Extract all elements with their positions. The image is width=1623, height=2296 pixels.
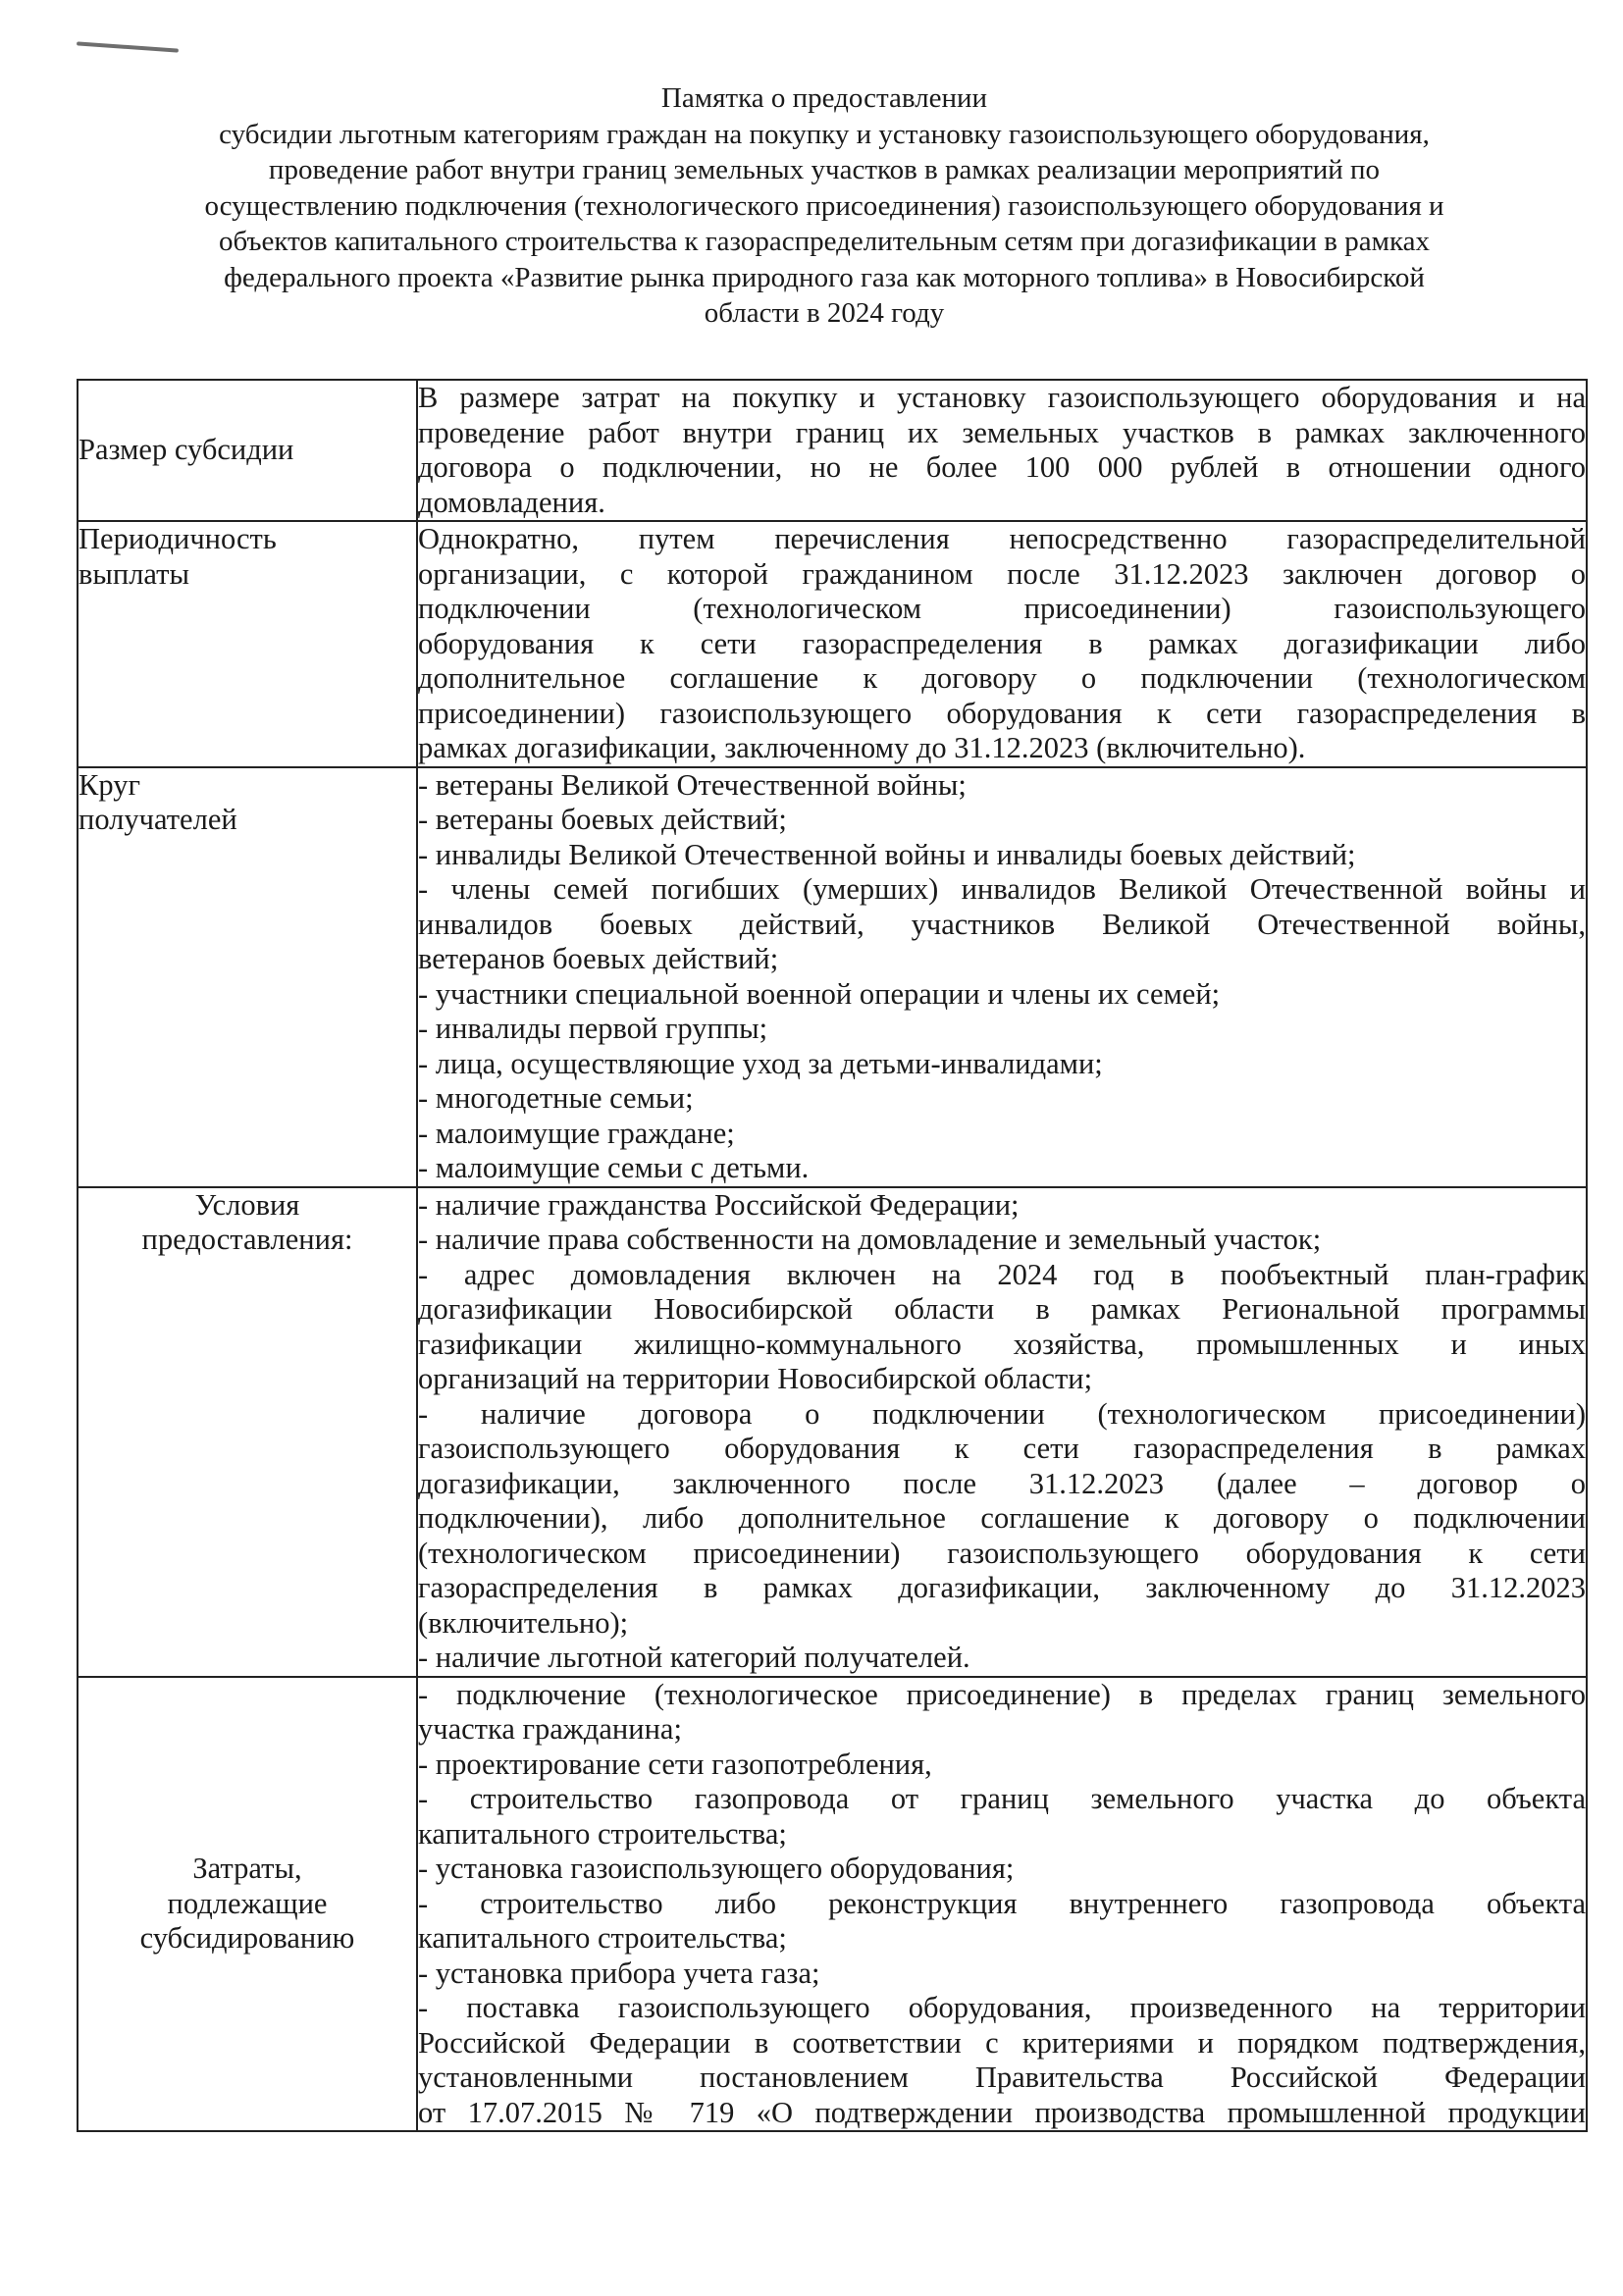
content-line: дополнительное соглашение к договору о подключении (технологическом [418, 661, 1586, 695]
content-line: организации, с которой гражданином после 31.12.2023 заключен договор о [418, 556, 1586, 591]
content-line: догазификации, заключенного после 31.12.2023 (далее – договор о [418, 1466, 1586, 1500]
content-line: проведение работ внутри границ их земельных участков в рамках заключенного [418, 415, 1586, 449]
row-label: Размер субсидии [79, 433, 294, 467]
row-label: Условия [194, 1187, 300, 1222]
title-line: проведение работ внутри границ земельных участков в рамках реализации мероприятий по [268, 154, 1381, 185]
content-line: рамках догазификации, заключенному до 31.12.2023 (включительно). [418, 731, 1306, 764]
content-line: - наличие льготной категорий получателей. [418, 1641, 970, 1674]
content-line: - подключение (технологическое присоединение) в пределах границ земельного [418, 1677, 1586, 1711]
row-content-cell [417, 521, 1587, 767]
row-label: выплаты [79, 556, 190, 591]
content-line: В размере затрат на покупку и установку газоиспользующего оборудования и на [418, 381, 1586, 414]
row-content-cell [417, 380, 1587, 521]
row-label: Периодичность [79, 522, 277, 555]
table-row-payment-frequency [78, 521, 1587, 767]
content-line: газификации жилищно-коммунального хозяйства, промышленных и иных [418, 1327, 1586, 1361]
content-line: - лица, осуществляющие уход за детьми-инвалидами; [418, 1046, 1103, 1080]
content-line: газораспределения в рамках догазификации, заключенному до 31.12.2023 [418, 1571, 1586, 1604]
subsidy-info-table [77, 379, 1588, 2132]
table-row-subsidized-costs [78, 1677, 1587, 2132]
row-content-cell [417, 767, 1587, 1187]
content-line: - установка прибора учета газа; [418, 1956, 820, 1990]
content-line: подключении), либо дополнительное соглашение к договору о подключении [418, 1501, 1586, 1535]
content-line: инвалидов боевых действий, участников Великой Отечественной войны, [418, 907, 1586, 941]
content-line: - строительство газопровода от границ земельного участка до объекта [418, 1782, 1586, 1815]
content-line: капитального строительства; [418, 1816, 787, 1851]
content-line: - проектирование сети газопотребления, [418, 1747, 932, 1781]
content-line: догазификации Новосибирской области в рамках Региональной программы [418, 1292, 1586, 1326]
content-line: участка гражданина; [418, 1712, 682, 1746]
content-line: организаций на территории Новосибирской области; [418, 1362, 1093, 1395]
content-line: домовладения. [418, 485, 605, 519]
content-line: - малоимущие граждане; [418, 1116, 735, 1150]
title-line: области в 2024 году [704, 297, 945, 329]
row-label-cell [78, 1187, 417, 1677]
table-row-subsidy-size [78, 380, 1587, 521]
content-line: - ветераны Великой Отечественной войны; [418, 767, 967, 802]
content-line: - участники специальной военной операции и члены их семей; [418, 976, 1221, 1011]
row-label: получателей [79, 803, 237, 836]
content-line: (включительно); [418, 1605, 629, 1640]
row-label-cell [78, 1677, 417, 2132]
content-line: - наличие договора о подключении (технологическом присоединении) [418, 1396, 1586, 1431]
content-line: - многодетные семьи; [418, 1081, 694, 1115]
content-line: газоиспользующего оборудования к сети газораспределения в рамках [418, 1432, 1586, 1465]
content-line: ветеранов боевых действий; [418, 942, 779, 975]
content-line: установленными постановлением Правительства Российской Федерации [418, 2061, 1586, 2094]
row-label-cell [78, 767, 417, 1187]
row-label-cell [78, 521, 417, 767]
title-line: субсидии льготным категориям граждан на покупку и установку газоиспользующего оборудования, [219, 118, 1430, 150]
content-line: присоединении) газоиспользующего оборудования к сети газораспределения в [418, 696, 1586, 730]
content-line: - строительство либо реконструкция внутреннего газопровода объекта [418, 1886, 1586, 1920]
content-line: (технологическом присоединении) газоиспользующего оборудования к сети [418, 1536, 1586, 1570]
content-line: подключении (технологическом присоединении) газоиспользующего [418, 592, 1586, 625]
row-label: подлежащие [167, 1886, 328, 1920]
content-line: - наличие права собственности на домовладение и земельный участок; [418, 1223, 1322, 1256]
row-label: Круг [79, 767, 140, 802]
row-content-cell [417, 1677, 1587, 2132]
row-content-cell [417, 1187, 1587, 1677]
content-line: - инвалиды первой группы; [418, 1012, 768, 1045]
row-label: предоставления: [141, 1223, 353, 1256]
content-line: - ветераны боевых действий; [418, 803, 787, 836]
row-label-cell [78, 380, 417, 521]
title-line: объектов капитального строительства к газораспределительным сетям при догазификации в рамках [218, 226, 1430, 257]
content-line: - поставка газоиспользующего оборудования, произведенного на территории [418, 1991, 1586, 2024]
content-line: - малоимущие семьи с детьми. [418, 1151, 810, 1184]
content-line: - наличие гражданства Российской Федерации; [418, 1187, 1020, 1222]
content-line: - адрес домовладения включен на 2024 год в пообъектный план-график [418, 1257, 1586, 1291]
content-line: капитального строительства; [418, 1921, 787, 1955]
title-line: Памятка о предоставлении [660, 82, 988, 114]
row-label: Затраты, [192, 1852, 302, 1885]
content-line: - установка газоиспользующего оборудования; [418, 1852, 1015, 1885]
content-line: от 17.07.2015 № 719 «О подтверждении производства промышленной продукции [418, 2095, 1586, 2129]
content-line: - члены семей погибших (умерших) инвалидов Великой Отечественной войны и [418, 872, 1586, 906]
scan-artifact-mark [77, 41, 179, 52]
title-line: федерального проекта «Развитие рынка природного газа как моторного топлива» в Новосибирской [224, 261, 1425, 293]
content-line: - инвалиды Великой Отечественной войны и инвалиды боевых действий; [418, 837, 1356, 871]
title-line: осуществлению подключения (технологического присоединения) газоиспользующего оборудования и [204, 189, 1444, 222]
content-line: договора о подключении, но не более 100 000 рублей в отношении одного [418, 450, 1586, 484]
content-line: оборудования к сети газораспределения в рамках догазификации либо [418, 626, 1586, 660]
row-label: субсидированию [139, 1921, 355, 1955]
table-row-recipients [78, 767, 1587, 1187]
document-title [79, 80, 1570, 332]
content-line: Российской Федерации в соответствии с критериями и порядком подтверждения, [418, 2025, 1586, 2060]
content-line: Однократно, путем перечисления непосредственно газораспределительной [418, 522, 1586, 555]
table-row-conditions [78, 1187, 1587, 1677]
